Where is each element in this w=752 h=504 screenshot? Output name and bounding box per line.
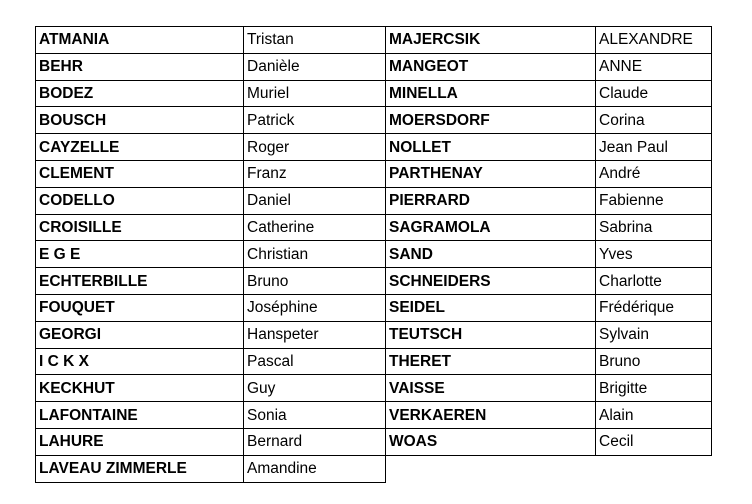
left-first-name: Guy: [244, 375, 386, 402]
right-last-name: MAJERCSIK: [386, 27, 596, 54]
left-first-name: Amandine: [244, 455, 386, 482]
left-last-name: CODELLO: [36, 187, 244, 214]
names-table: [35, 26, 712, 483]
right-first-name: Yves: [596, 241, 712, 268]
empty-cell: [596, 455, 712, 482]
right-last-name: SAGRAMOLA: [386, 214, 596, 241]
right-last-name: MOERSDORF: [386, 107, 596, 134]
left-last-name: GEORGI: [36, 321, 244, 348]
table-row: [36, 375, 712, 402]
right-last-name: SCHNEIDERS: [386, 268, 596, 295]
right-last-name: SAND: [386, 241, 596, 268]
table-row: [36, 321, 712, 348]
right-last-name: PIERRARD: [386, 187, 596, 214]
table-row: [36, 107, 712, 134]
left-last-name: CROISILLE: [36, 214, 244, 241]
table-row: [36, 214, 712, 241]
left-first-name: Catherine: [244, 214, 386, 241]
left-first-name: Franz: [244, 160, 386, 187]
right-last-name: THERET: [386, 348, 596, 375]
left-last-name: E G E: [36, 241, 244, 268]
left-first-name: Tristan: [244, 27, 386, 54]
left-first-name: Sonia: [244, 402, 386, 429]
left-first-name: Roger: [244, 134, 386, 161]
right-last-name: VAISSE: [386, 375, 596, 402]
right-first-name: ALEXANDRE: [596, 27, 712, 54]
right-first-name: Alain: [596, 402, 712, 429]
right-first-name: Sylvain: [596, 321, 712, 348]
right-first-name: Bruno: [596, 348, 712, 375]
table-row: [36, 160, 712, 187]
right-last-name: NOLLET: [386, 134, 596, 161]
table-row: [36, 134, 712, 161]
left-first-name: Bruno: [244, 268, 386, 295]
table-row: [36, 187, 712, 214]
table-row: [36, 402, 712, 429]
left-first-name: Daniel: [244, 187, 386, 214]
right-last-name: VERKAEREN: [386, 402, 596, 429]
left-last-name: KECKHUT: [36, 375, 244, 402]
left-first-name: Hanspeter: [244, 321, 386, 348]
right-first-name: ANNE: [596, 53, 712, 80]
right-first-name: Fabienne: [596, 187, 712, 214]
left-last-name: FOUQUET: [36, 294, 244, 321]
right-first-name: Brigitte: [596, 375, 712, 402]
left-first-name: Danièle: [244, 53, 386, 80]
left-first-name: Christian: [244, 241, 386, 268]
right-last-name: WOAS: [386, 428, 596, 455]
left-first-name: Patrick: [244, 107, 386, 134]
left-last-name: ATMANIA: [36, 27, 244, 54]
names-sheet: [35, 26, 712, 483]
table-row: [36, 268, 712, 295]
left-last-name: LAHURE: [36, 428, 244, 455]
left-last-name: CAYZELLE: [36, 134, 244, 161]
right-last-name: MANGEOT: [386, 53, 596, 80]
right-first-name: Charlotte: [596, 268, 712, 295]
table-row: [36, 241, 712, 268]
right-first-name: André: [596, 160, 712, 187]
right-last-name: SEIDEL: [386, 294, 596, 321]
right-first-name: Corina: [596, 107, 712, 134]
right-last-name: PARTHENAY: [386, 160, 596, 187]
left-last-name: BEHR: [36, 53, 244, 80]
table-row: [36, 53, 712, 80]
right-last-name: MINELLA: [386, 80, 596, 107]
left-last-name: BOUSCH: [36, 107, 244, 134]
left-last-name: CLEMENT: [36, 160, 244, 187]
left-first-name: Bernard: [244, 428, 386, 455]
right-last-name: TEUTSCH: [386, 321, 596, 348]
right-first-name: Frédérique: [596, 294, 712, 321]
right-first-name: Jean Paul: [596, 134, 712, 161]
table-row: [36, 455, 712, 482]
table-row: [36, 80, 712, 107]
table-row: [36, 428, 712, 455]
left-first-name: Pascal: [244, 348, 386, 375]
right-first-name: Sabrina: [596, 214, 712, 241]
table-row: [36, 294, 712, 321]
empty-cell: [386, 455, 596, 482]
left-last-name: BODEZ: [36, 80, 244, 107]
left-first-name: Joséphine: [244, 294, 386, 321]
left-last-name: I C K X: [36, 348, 244, 375]
left-last-name: LAFONTAINE: [36, 402, 244, 429]
left-last-name: LAVEAU ZIMMERLE: [36, 455, 244, 482]
left-last-name: ECHTERBILLE: [36, 268, 244, 295]
table-row: [36, 27, 712, 54]
left-first-name: Muriel: [244, 80, 386, 107]
right-first-name: Cecil: [596, 428, 712, 455]
right-first-name: Claude: [596, 80, 712, 107]
table-row: [36, 348, 712, 375]
